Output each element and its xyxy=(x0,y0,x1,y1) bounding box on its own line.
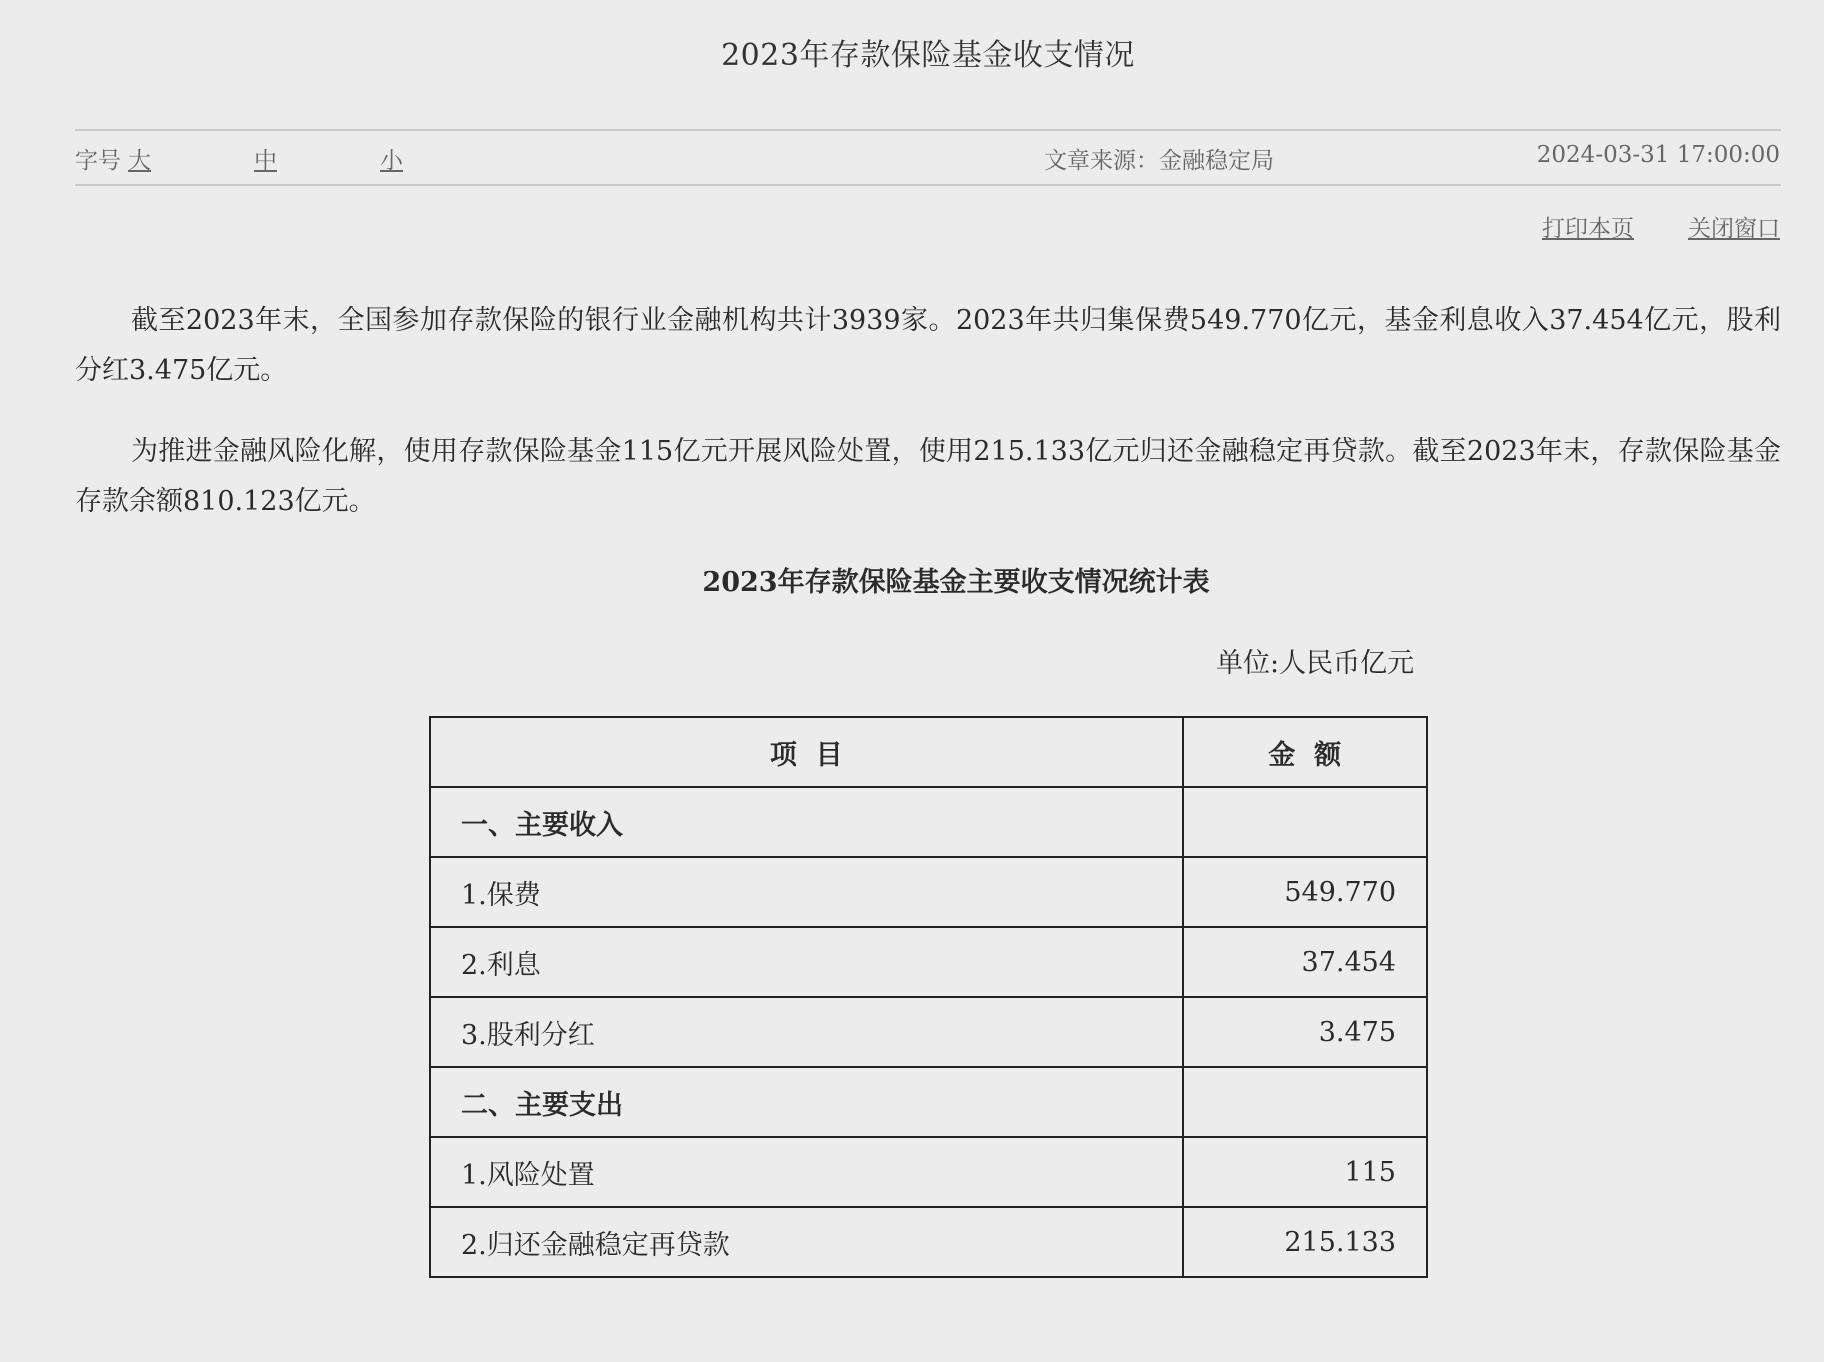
article-toolbar xyxy=(1542,210,1780,243)
table-row xyxy=(430,1137,1427,1207)
table-row xyxy=(430,1207,1427,1277)
row-amount: 549.770 xyxy=(1183,857,1427,927)
font-size-small-link[interactable]: 小 xyxy=(380,148,403,174)
table-row xyxy=(430,927,1427,997)
row-item: 1.风险处置 xyxy=(430,1137,1183,1207)
font-size-medium-link[interactable]: 中 xyxy=(254,148,277,174)
row-item: 一、主要收入 xyxy=(430,787,1183,857)
table-header-row xyxy=(430,717,1427,787)
header-item: 项 目 xyxy=(430,717,1183,787)
row-item: 2.归还金融稳定再贷款 xyxy=(430,1207,1183,1277)
stats-table xyxy=(429,716,1428,1278)
table-row xyxy=(430,997,1427,1067)
table-row xyxy=(430,1067,1427,1137)
row-item: 3.股利分红 xyxy=(430,997,1183,1067)
row-amount xyxy=(1183,787,1427,857)
article-source: 文章来源：金融稳定局 xyxy=(1044,148,1274,174)
row-amount: 215.133 xyxy=(1183,1207,1427,1277)
header-divider-top xyxy=(75,129,1781,131)
header-divider-bottom xyxy=(75,184,1781,186)
table-row xyxy=(430,787,1427,857)
font-size-label: 字号 xyxy=(75,148,121,174)
font-size-large-link[interactable]: 大 xyxy=(128,148,151,174)
row-item: 1.保费 xyxy=(430,857,1183,927)
article-paragraph-2: 为推进金融风险化解，使用存款保险基金115亿元开展风险处置，使用215.133亿元归还金融稳定再贷款。截至2023年末，存款保险基金存款余额810.123亿元。 xyxy=(75,436,1781,517)
row-amount xyxy=(1183,1067,1427,1137)
row-item: 二、主要支出 xyxy=(430,1067,1183,1137)
row-amount: 115 xyxy=(1183,1137,1427,1207)
table-title: 2023年存款保险基金主要收支情况统计表 xyxy=(702,567,1210,598)
row-item: 2.利息 xyxy=(430,927,1183,997)
article-paragraph-1: 截至2023年末，全国参加存款保险的银行业金融机构共计3939家。2023年共归集保费549.770亿元，基金利息收入37.454亿元，股利分红3.475亿元。 xyxy=(75,305,1781,386)
close-window-link[interactable]: 关闭窗口 xyxy=(1688,216,1780,242)
publish-date: 2024-03-31 17:00:00 xyxy=(1536,142,1780,168)
table-unit: 单位:人民币亿元 xyxy=(1216,648,1415,679)
print-page-link[interactable]: 打印本页 xyxy=(1542,216,1634,242)
header-amount: 金 额 xyxy=(1183,717,1427,787)
row-amount: 37.454 xyxy=(1183,927,1427,997)
row-amount: 3.475 xyxy=(1183,997,1427,1067)
page-title: 2023年存款保险基金收支情况 xyxy=(721,38,1135,73)
table-row xyxy=(430,857,1427,927)
